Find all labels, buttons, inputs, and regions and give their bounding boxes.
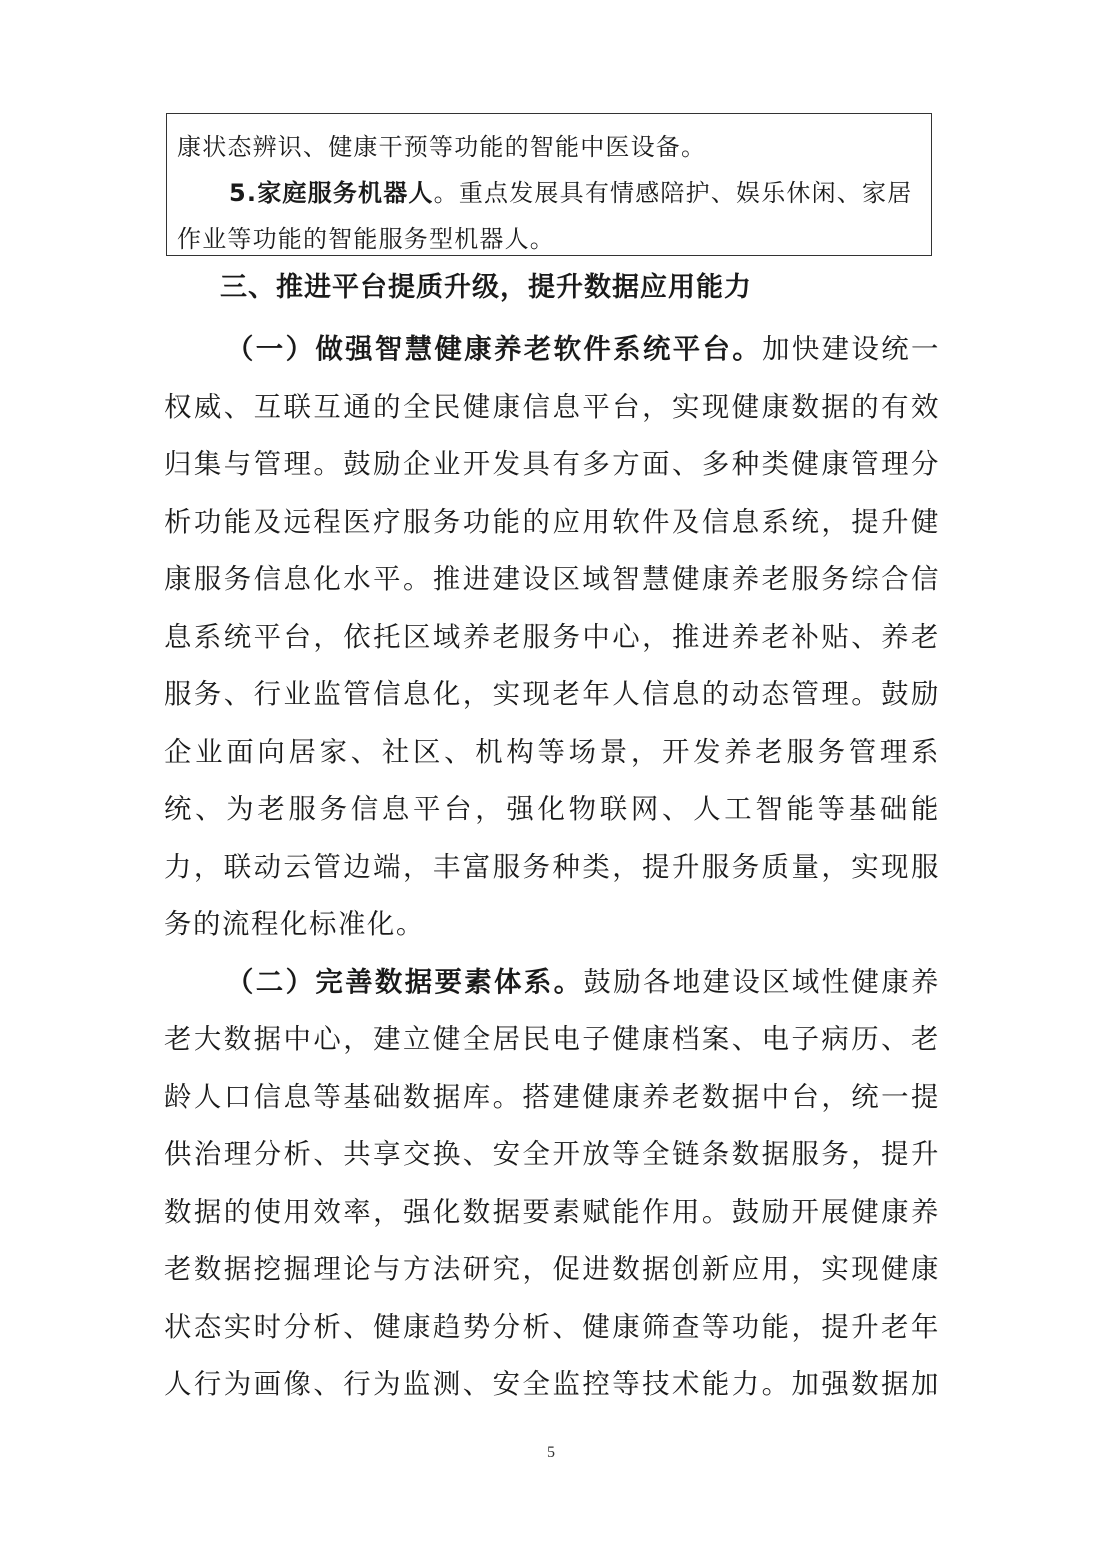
- page-number: 5: [547, 1444, 555, 1461]
- paragraph-1: [164, 321, 940, 954]
- paragraph-2-text: 鼓励各地建设区域性健康养老大数据中心，建立健全居民电子健康档案、电子病历、老龄人口信息等基础数据库。搭建健康养老数据中台，统一提供治理分析、共享交换、安全开放等全链条数据服务，提升数据的使用效率，强化数据要素赋能作用。鼓励开展健康养老数据挖掘理论与方法研究，促进数据创新应用，实现健康状态实时分析、健康趋势分析、健康筛查等功能，提升老年人行为画像、行为监测、安全监控等技术能力。加强数据加: [164, 966, 941, 1400]
- paragraph-2: [164, 954, 940, 1414]
- paragraph-1-text: 加快建设统一权威、互联互通的全民健康信息平台，实现健康数据的有效归集与管理。鼓励企业开发具有多方面、多种类健康管理分析功能及远程医疗服务功能的应用软件及信息系统，提升健康服务信息化水平。推进建设区域智慧健康养老服务综合信息系统平台，依托区域养老服务中心，推进养老补贴、养老服务、行业监管信息化，实现老年人信息的动态管理。鼓励企业面向居家、社区、机构等场景，开发养老服务管理系统、为老服务信息平台，强化物联网、人工智能等基础能力，联动云管边端，丰富服务种类，提升服务质量，实现服务的流程化标准化。: [164, 334, 940, 940]
- paragraph-2-title: （二）完善数据要素体系。: [226, 966, 584, 998]
- paragraph-1-title: （一）做强智慧健康养老软件系统平台。: [226, 334, 763, 365]
- boxed-text-block: [166, 113, 932, 256]
- box-line-1: 康状态辨识、健康干预等功能的智能中医设备。: [177, 133, 707, 161]
- box-item-5: [177, 170, 921, 262]
- body-text: [164, 321, 940, 1414]
- box-item-5-title: 5.家庭服务机器人: [229, 179, 434, 207]
- section-heading: 三、推进平台提质升级，提升数据应用能力: [220, 272, 752, 303]
- box-item-5-text: 。重点发展具有情感陪护、娱乐休闲、家居作业等功能的智能服务型机器人。: [177, 179, 913, 253]
